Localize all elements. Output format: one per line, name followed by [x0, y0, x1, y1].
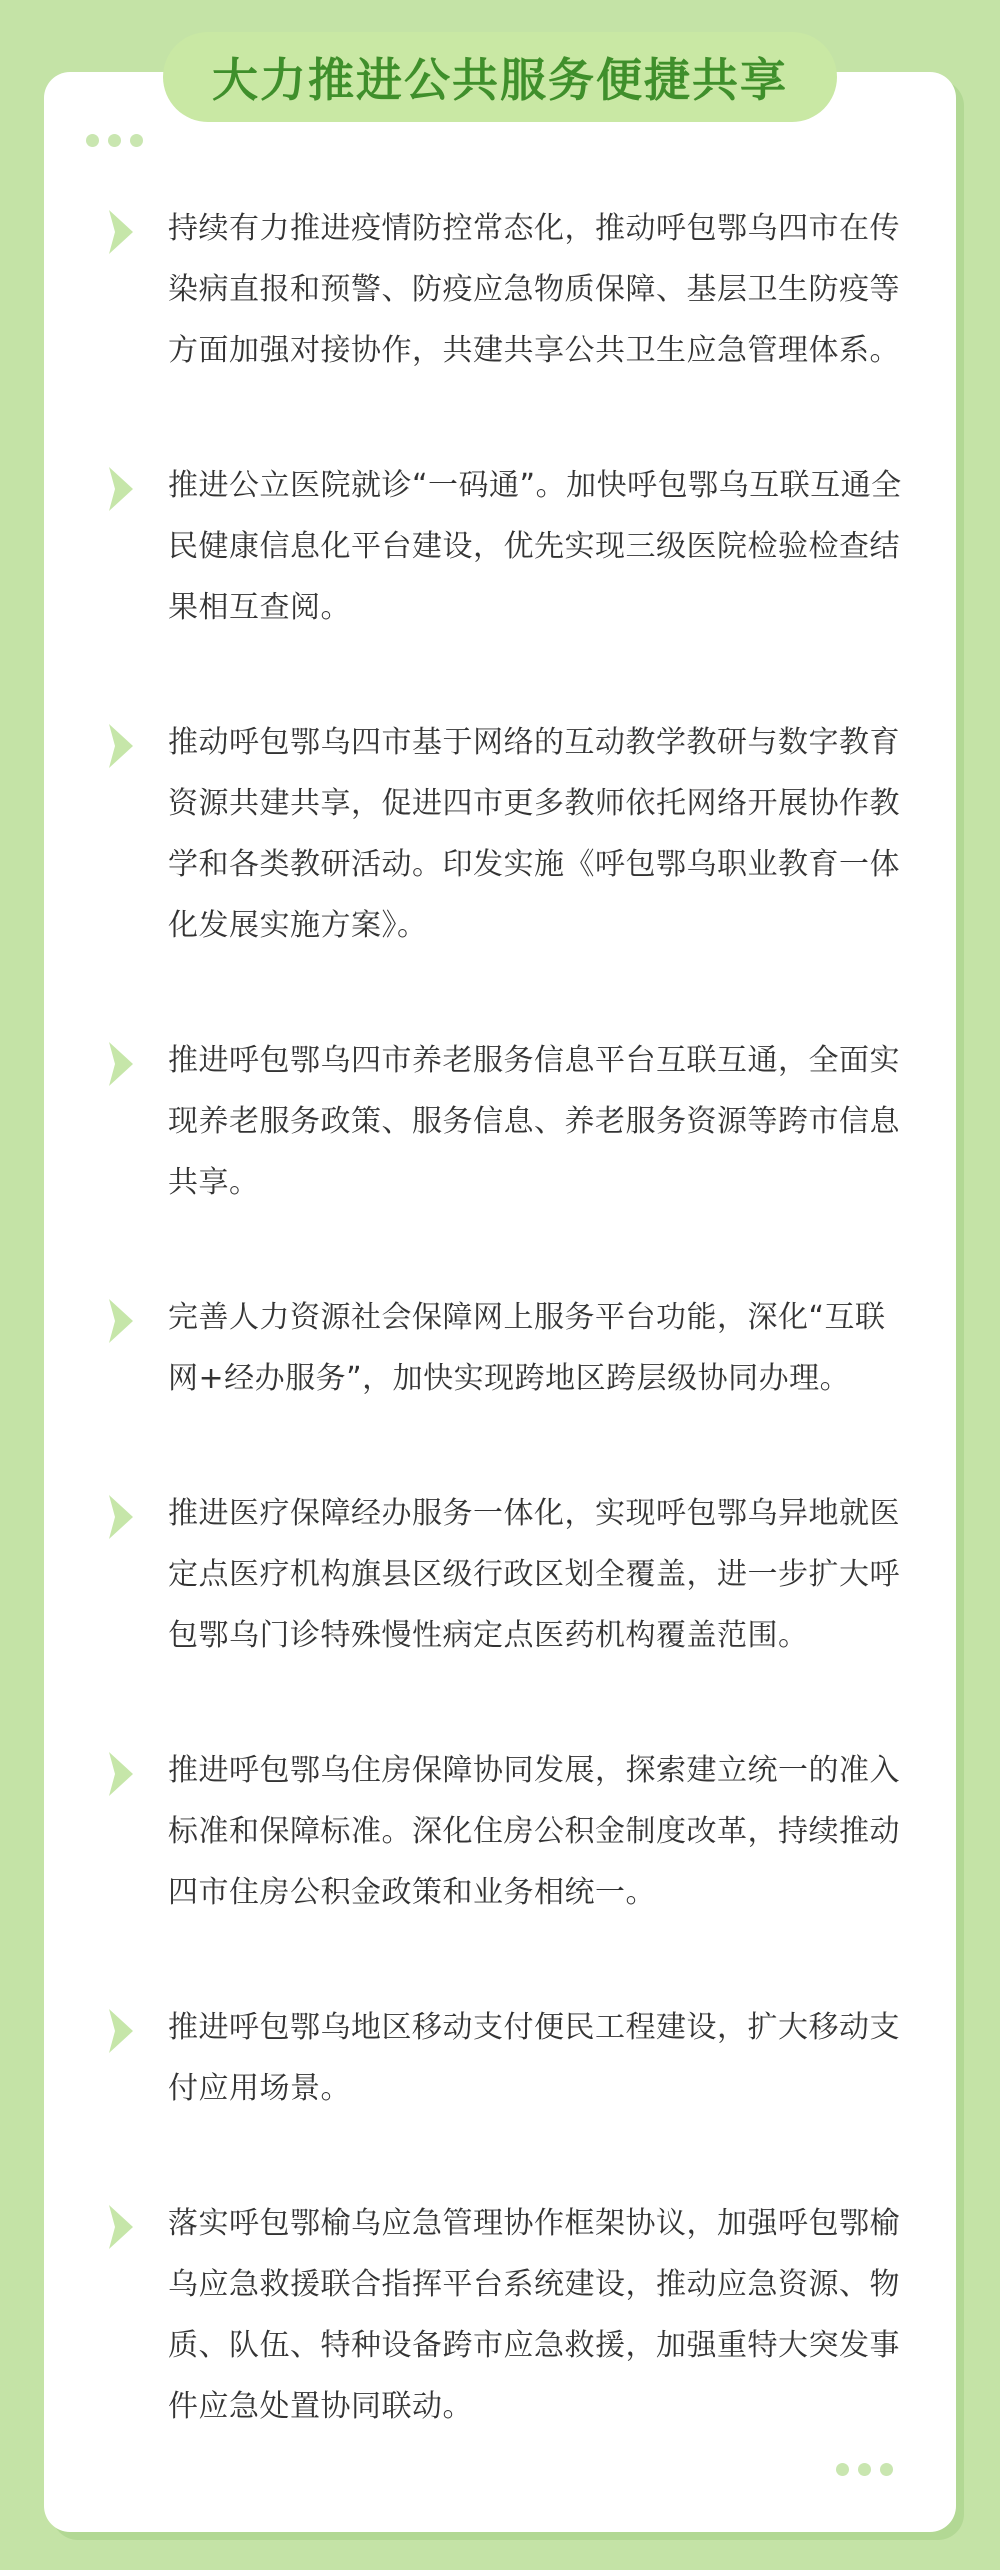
- list-item: [106, 198, 906, 381]
- arrow-right-icon: [106, 1297, 136, 1345]
- arrow-right-icon: [106, 1493, 136, 1541]
- list-item: [106, 1030, 906, 1213]
- list-item: [106, 2193, 906, 2437]
- item-text: 推进呼包鄂乌四市养老服务信息平台互联互通，全面实现养老服务政策、服务信息、养老服务资源等跨市信息共享。: [168, 1043, 900, 1200]
- list-item: [106, 1287, 906, 1409]
- dot-icon: [108, 134, 121, 147]
- item-text: 推动呼包鄂乌四市基于网络的互动教学教研与数字教育资源共建共享，促进四市更多教师依托网络开展协作教学和各类教研活动。印发实施《呼包鄂乌职业教育一体化发展实施方案》。: [168, 725, 900, 943]
- arrow-right-icon: [106, 2203, 136, 2251]
- item-text: 落实呼包鄂榆乌应急管理协作框架协议，加强呼包鄂榆乌应急救援联合指挥平台系统建设，推动应急资源、物质、队伍、特种设备跨市应急救援，加强重特大突发事件应急处置协同联动。: [168, 2206, 900, 2424]
- item-text: 推进呼包鄂乌地区移动支付便民工程建设，扩大移动支付应用场景。: [168, 2010, 900, 2106]
- item-text: 持续有力推进疫情防控常态化，推动呼包鄂乌四市在传染病直报和预警、防疫应急物质保障、基层卫生防疫等方面加强对接协作，共建共享公共卫生应急管理体系。: [168, 211, 900, 368]
- arrow-right-icon: [106, 208, 136, 256]
- item-text: 推进公立医院就诊“一码通”。加快呼包鄂乌互联互通全民健康信息化平台建设，优先实现三级医院检验检查结果相互查阅。: [168, 468, 902, 625]
- arrow-right-icon: [106, 722, 136, 770]
- arrow-right-icon: [106, 1750, 136, 1798]
- page-title: 大力推进公共服务便捷共享: [212, 53, 788, 107]
- dot-icon: [836, 2463, 849, 2476]
- dot-icon: [880, 2463, 893, 2476]
- list-item: [106, 1997, 906, 2119]
- arrow-right-icon: [106, 1040, 136, 1088]
- arrow-right-icon: [106, 2007, 136, 2055]
- item-text: 推进呼包鄂乌住房保障协同发展，探索建立统一的准入标准和保障标准。深化住房公积金制度改革，持续推动四市住房公积金政策和业务相统一。: [168, 1753, 900, 1910]
- dot-icon: [130, 134, 143, 147]
- item-text: 完善人力资源社会保障网上服务平台功能，深化“互联网+经办服务”，加快实现跨地区跨层级协同办理。: [168, 1300, 886, 1396]
- dot-icon: [86, 134, 99, 147]
- list-item: [106, 455, 906, 638]
- item-text: 推进医疗保障经办服务一体化，实现呼包鄂乌异地就医定点医疗机构旗县区级行政区划全覆盖，进一步扩大呼包鄂乌门诊特殊慢性病定点医药机构覆盖范围。: [168, 1496, 900, 1653]
- title-banner: [163, 32, 837, 122]
- item-list: [106, 198, 906, 2437]
- list-item: [106, 1740, 906, 1923]
- decorative-dots-bottom: [836, 2463, 893, 2476]
- arrow-right-icon: [106, 465, 136, 513]
- list-item: [106, 1483, 906, 1666]
- list-item: [106, 712, 906, 956]
- decorative-dots-top: [86, 134, 143, 147]
- dot-icon: [858, 2463, 871, 2476]
